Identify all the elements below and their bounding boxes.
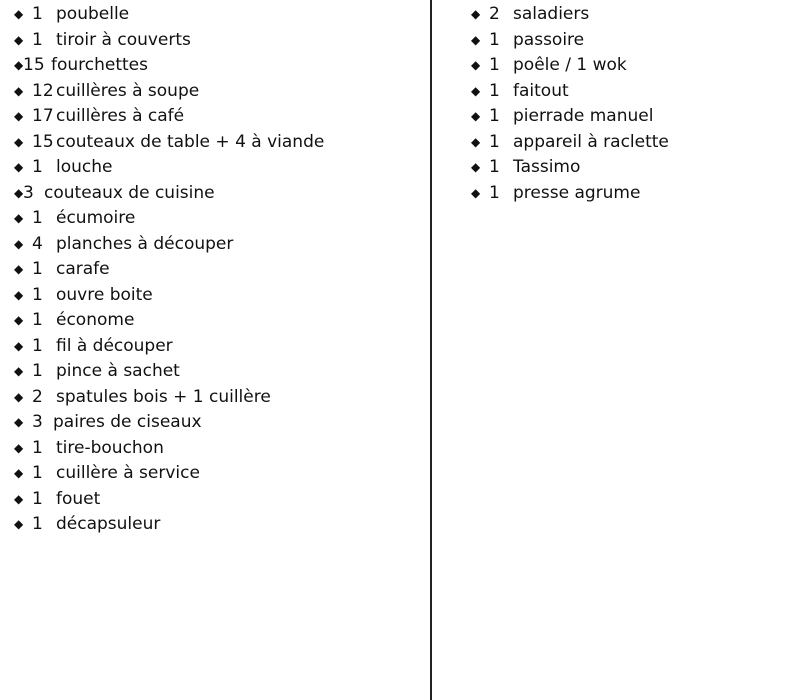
diamond-bullet-icon: ◆ (14, 313, 24, 327)
item-name: couteaux de cuisine (44, 182, 215, 203)
diamond-bullet-icon: ◆ (14, 83, 24, 98)
item-quantity: 2 (489, 4, 500, 24)
diamond-bullet-icon: ◆ (471, 83, 481, 98)
item-name: carafe (56, 259, 110, 279)
diamond-bullet-icon: ◆ (471, 32, 481, 47)
item-quantity: 1 (32, 29, 43, 50)
item-quantity: 1 (32, 514, 43, 534)
item-name: ouvre boite (56, 284, 153, 305)
item-name: passoire (513, 29, 585, 50)
item-name: tiroir à couverts (56, 29, 191, 50)
item-name: poêle / 1 wok (513, 55, 627, 75)
item-name: fourchettes (51, 55, 149, 75)
item-name: cuillères à café (56, 106, 185, 126)
item-name: tire-bouchon (56, 437, 164, 458)
item-name: décapsuleur (56, 514, 161, 534)
item-quantity: 1 (32, 310, 43, 330)
list-item (14, 334, 419, 360)
item-quantity: 1 (489, 182, 500, 203)
list-item (471, 181, 771, 207)
diamond-bullet-icon: ◆ (14, 236, 24, 251)
list-item (471, 155, 771, 181)
list-item (14, 308, 419, 334)
diamond-bullet-icon: ◆ (14, 7, 24, 21)
list-item (471, 130, 771, 156)
diamond-bullet-icon: ◆ (14, 440, 24, 455)
list-item (471, 104, 771, 130)
diamond-bullet-icon: ◆ (14, 32, 24, 47)
item-quantity: 1 (489, 106, 500, 126)
item-name: planches à découper (56, 233, 234, 254)
list-item (471, 53, 771, 79)
diamond-bullet-icon: ◆ (14, 338, 24, 353)
list-item (14, 130, 419, 156)
item-name: économe (56, 310, 135, 330)
list-item (14, 385, 419, 411)
item-quantity: 1 (32, 259, 43, 279)
item-name: spatules bois + 1 cuillère (56, 386, 271, 407)
diamond-bullet-icon: ◆ (14, 466, 24, 480)
list-item (471, 28, 771, 54)
item-quantity: 4 (32, 233, 43, 254)
item-quantity: 1 (32, 157, 43, 177)
item-name: saladiers (513, 4, 590, 24)
item-quantity: 17 (32, 106, 54, 126)
item-quantity: 1 (32, 284, 43, 305)
item-name: pince à sachet (56, 361, 180, 381)
item-quantity: 3 (23, 182, 34, 203)
item-quantity: 2 (32, 386, 43, 407)
item-name: pierrade manuel (513, 106, 654, 126)
list-item (14, 155, 419, 181)
item-quantity: 1 (32, 208, 43, 228)
item-quantity: 1 (489, 55, 500, 75)
diamond-bullet-icon: ◆ (14, 134, 24, 149)
item-name: paires de ciseaux (53, 412, 202, 432)
diamond-bullet-icon: ◆ (14, 389, 24, 404)
item-quantity: 1 (32, 335, 43, 356)
item-quantity: 1 (489, 29, 500, 50)
diamond-bullet-icon: ◆ (471, 58, 481, 72)
item-name: presse agrume (513, 182, 641, 203)
list-item (14, 436, 419, 462)
diamond-bullet-icon: ◆ (471, 185, 481, 200)
item-name: faitout (513, 80, 569, 101)
item-name: écumoire (56, 208, 136, 228)
item-name: fouet (56, 488, 101, 509)
item-name: cuillère à service (56, 463, 200, 483)
list-item (14, 232, 419, 258)
list-item (471, 2, 771, 28)
diamond-bullet-icon: ◆ (14, 211, 24, 225)
diamond-bullet-icon: ◆ (14, 58, 24, 72)
diamond-bullet-icon: ◆ (14, 185, 24, 200)
diamond-bullet-icon: ◆ (14, 109, 24, 123)
item-quantity: 1 (32, 4, 43, 24)
item-quantity: 15 (32, 131, 54, 152)
list-item (14, 257, 419, 283)
diamond-bullet-icon: ◆ (14, 415, 24, 429)
list-item (14, 2, 419, 28)
inventory-list-right (471, 2, 771, 206)
item-name: fil à découper (56, 335, 173, 356)
item-quantity: 1 (32, 488, 43, 509)
diamond-bullet-icon: ◆ (471, 7, 481, 21)
list-item (14, 461, 419, 487)
list-item (14, 53, 419, 79)
diamond-bullet-icon: ◆ (14, 491, 24, 506)
list-item (14, 28, 419, 54)
list-item (14, 104, 419, 130)
diamond-bullet-icon: ◆ (14, 364, 24, 378)
list-item (14, 512, 419, 538)
list-item (14, 283, 419, 309)
diamond-bullet-icon: ◆ (471, 134, 481, 149)
list-item (14, 206, 419, 232)
diamond-bullet-icon: ◆ (471, 109, 481, 123)
diamond-bullet-icon: ◆ (14, 517, 24, 531)
item-quantity: 15 (23, 55, 45, 75)
item-quantity: 3 (32, 412, 43, 432)
item-quantity: 1 (489, 131, 500, 152)
item-name: appareil à raclette (513, 131, 669, 152)
list-item (14, 359, 419, 385)
item-name: Tassimo (513, 157, 581, 177)
diamond-bullet-icon: ◆ (14, 262, 24, 276)
inventory-list-left (14, 2, 419, 538)
diamond-bullet-icon: ◆ (471, 160, 481, 174)
column-divider (430, 0, 432, 700)
item-quantity: 1 (32, 361, 43, 381)
diamond-bullet-icon: ◆ (14, 160, 24, 174)
item-quantity: 1 (32, 463, 43, 483)
list-item (14, 487, 419, 513)
diamond-bullet-icon: ◆ (14, 287, 24, 302)
item-quantity: 1 (32, 437, 43, 458)
item-name: couteaux de table + 4 à viande (56, 131, 325, 152)
item-quantity: 1 (489, 157, 500, 177)
list-item (471, 79, 771, 105)
item-quantity: 1 (489, 80, 500, 101)
list-item (14, 79, 419, 105)
list-item (14, 181, 419, 207)
item-name: poubelle (56, 4, 130, 24)
item-name: cuillères à soupe (56, 80, 200, 101)
list-item (14, 410, 419, 436)
item-name: louche (56, 157, 113, 177)
item-quantity: 12 (32, 80, 54, 101)
